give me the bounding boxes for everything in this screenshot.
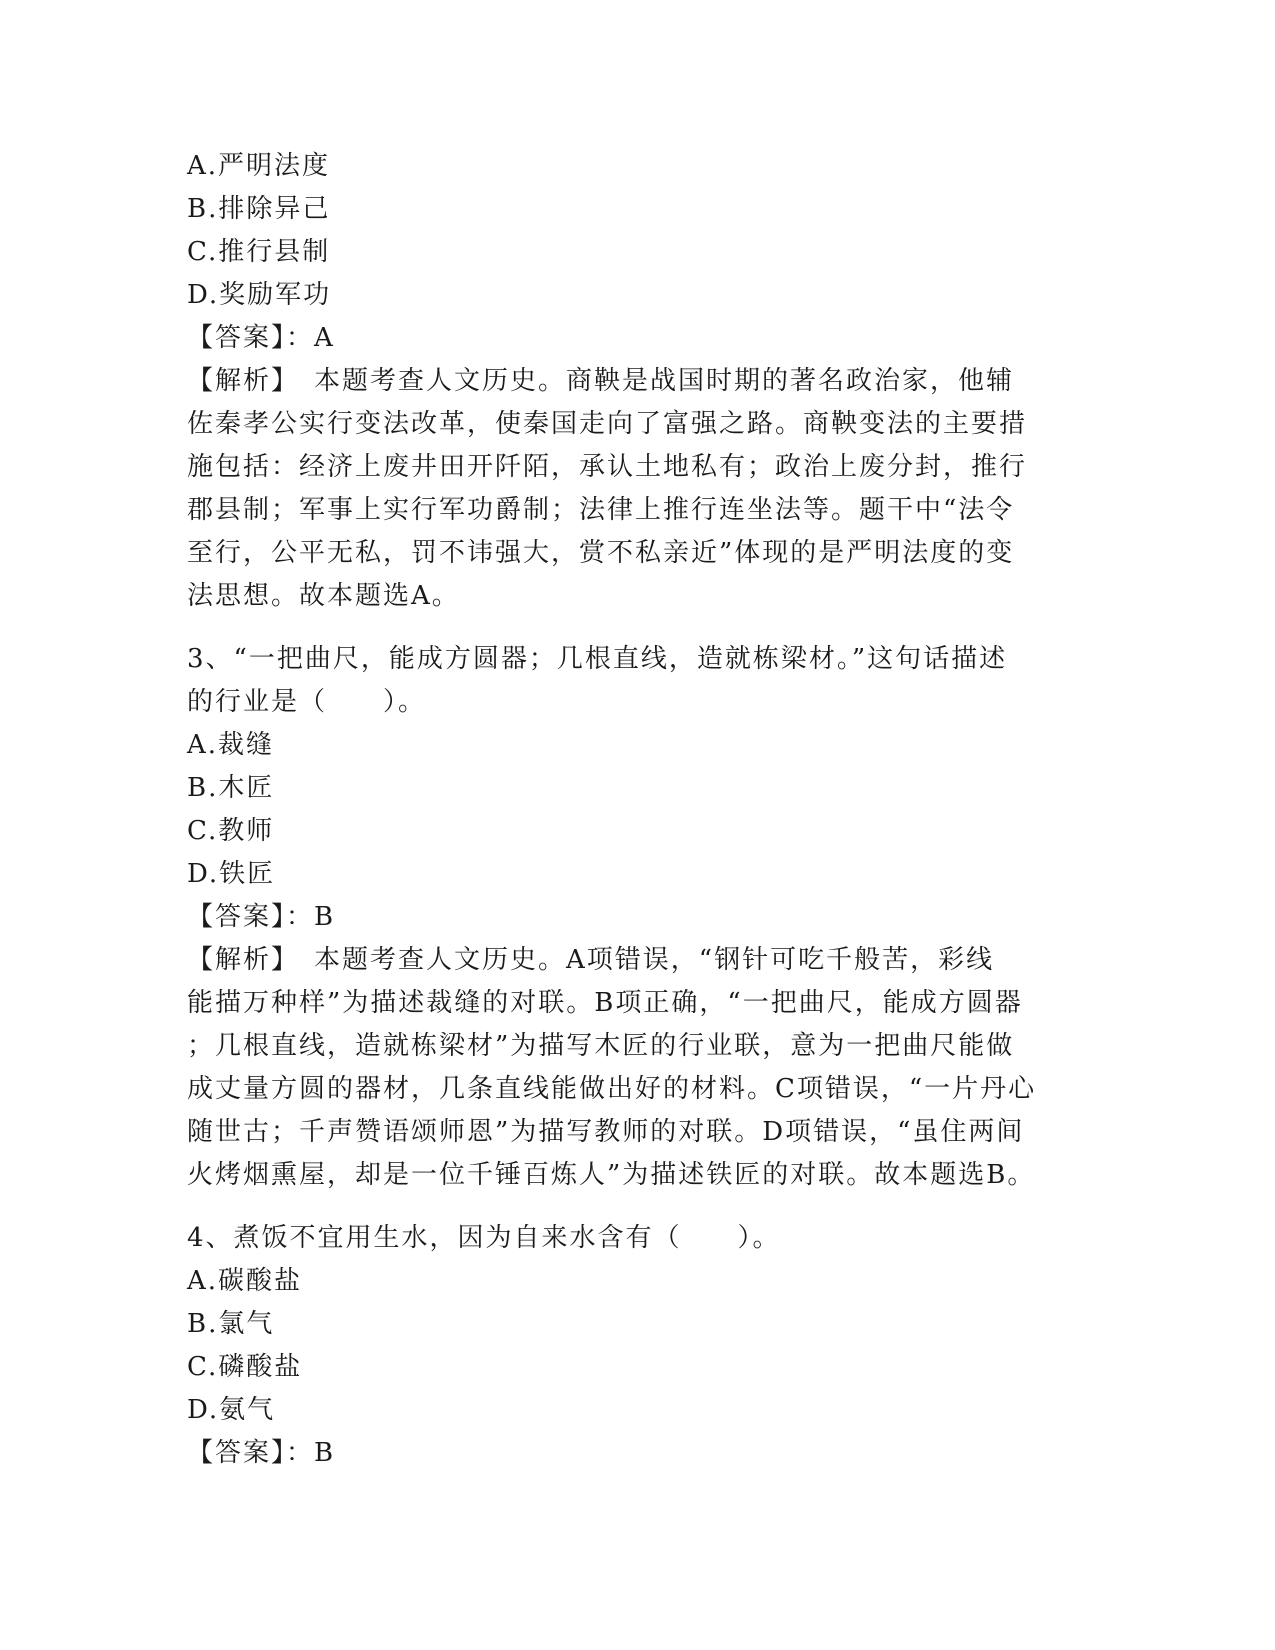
option-b: B.排除异己 bbox=[187, 194, 331, 224]
question-stem: 的行业是（ ）。 bbox=[187, 687, 427, 717]
analysis-line: 施包括：经济上废井田开阡陌，承认土地私有；政治上废分封，推行 bbox=[187, 452, 1028, 482]
option-c: C.推行县制 bbox=[187, 237, 331, 267]
option-c: C.教师 bbox=[187, 816, 275, 846]
analysis-line: 郡县制；军事上实行军功爵制；法律上推行连坐法等。题干中“法令 bbox=[187, 495, 1015, 525]
option-a: A.严明法度 bbox=[187, 151, 331, 181]
question-stem: 3、“一把曲尺，能成方圆器；几根直线，造就栋梁材。”这句话描述 bbox=[187, 644, 1008, 674]
analysis-line: 佐秦孝公实行变法改革，使秦国走向了富强之路。商鞅变法的主要措 bbox=[187, 409, 1028, 439]
analysis-line: 随世古；千声赞语颂师恩”为描写教师的对联。D项错误，“虽住两间 bbox=[187, 1117, 1025, 1147]
option-d: D.氨气 bbox=[187, 1395, 276, 1425]
analysis-line: 至行，公平无私，罚不讳强大，赏不私亲近”体现的是严明法度的变 bbox=[187, 538, 1015, 568]
option-d: D.铁匠 bbox=[187, 859, 276, 889]
answer: 【答案】：A bbox=[187, 323, 335, 353]
analysis-line: 【解析】 本题考查人文历史。商鞅是战国时期的著名政治家，他辅 bbox=[187, 366, 1015, 396]
analysis-line: ；几根直线，造就栋梁材”为描写木匠的行业联，意为一把曲尺能做 bbox=[187, 1031, 1015, 1061]
question-stem: 4、煮饭不宜用生水，因为自来水含有（ ）。 bbox=[187, 1223, 781, 1253]
option-b: B.氯气 bbox=[187, 1309, 275, 1339]
question-2-block bbox=[187, 145, 1087, 618]
option-a: A.碳酸盐 bbox=[187, 1266, 303, 1296]
analysis-line: 成丈量方圆的器材，几条直线能做出好的材料。C项错误，“一片丹心 bbox=[187, 1074, 1037, 1104]
option-d: D.奖励军功 bbox=[187, 280, 332, 310]
analysis-line: 火烤烟熏屋，却是一位千锤百炼人”为描述铁匠的对联。故本题选B。 bbox=[187, 1160, 1036, 1190]
question-4-block bbox=[187, 1217, 1087, 1475]
option-a: A.裁缝 bbox=[187, 730, 275, 760]
option-b: B.木匠 bbox=[187, 773, 275, 803]
answer: 【答案】：B bbox=[187, 1438, 336, 1468]
document-page bbox=[187, 145, 1087, 1475]
answer: 【答案】：B bbox=[187, 902, 336, 932]
analysis-line: 【解析】 本题考查人文历史。A项错误，“钢针可吃千般苦，彩线 bbox=[187, 945, 995, 975]
option-c: C.磷酸盐 bbox=[187, 1352, 303, 1382]
analysis-line: 能描万种样”为描述裁缝的对联。B项正确，“一把曲尺，能成方圆器 bbox=[187, 988, 1023, 1018]
question-3-block bbox=[187, 638, 1087, 1197]
analysis-line: 法思想。故本题选A。 bbox=[187, 581, 460, 611]
